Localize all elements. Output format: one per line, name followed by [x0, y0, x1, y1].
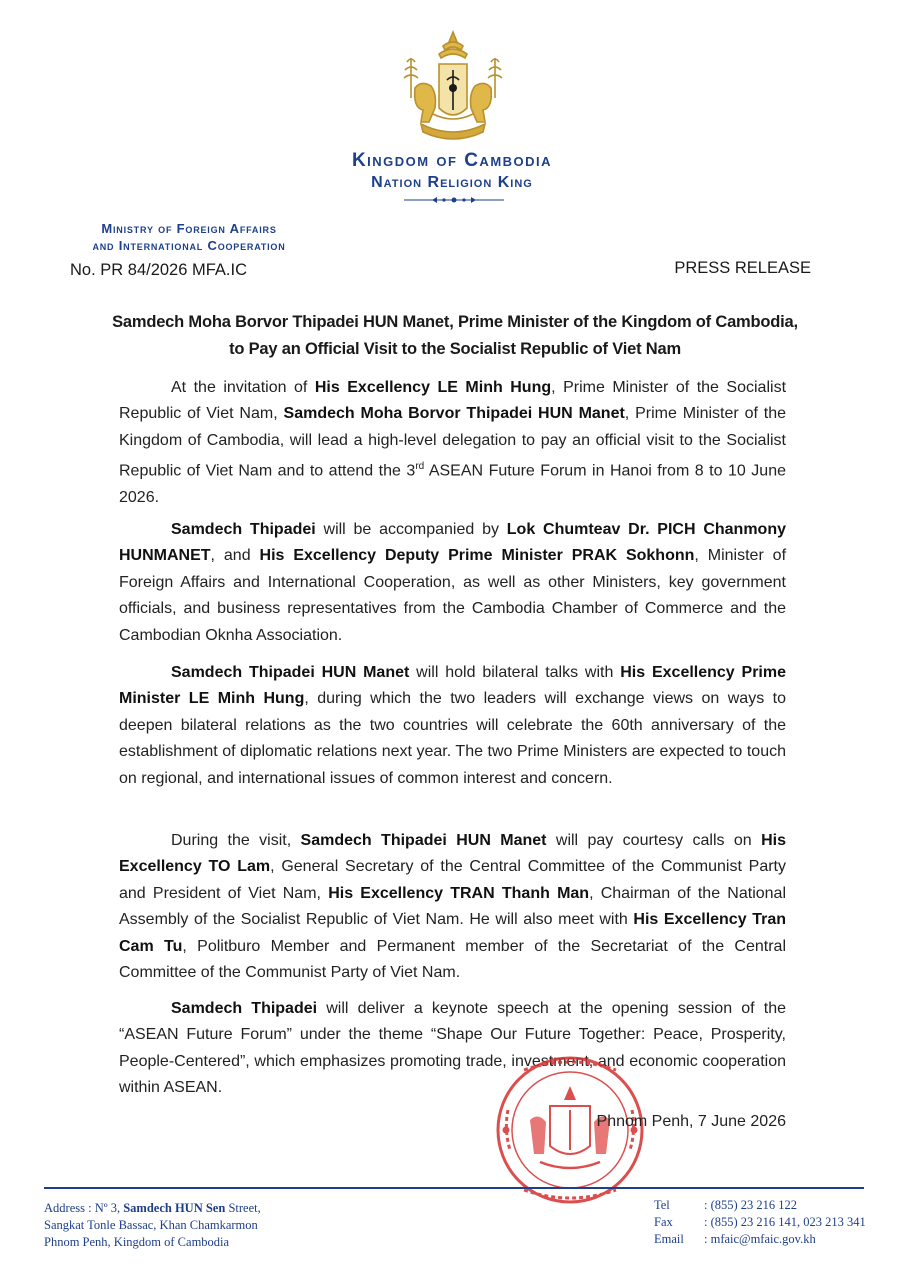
p4-text: , General Secretary of the Central Committee of the Communist Party and President of Viet Nam,	[119, 858, 787, 902]
p3-text: , during which the two leaders will exchange views on ways to deepen bilateral relations as the two countries will celebrate the 60th anniversary of the establishment of diplomatic relations next year. The two Prime Ministers are expected to touch on regional, and international issues of common interest and concern.	[119, 690, 786, 787]
p2-bold: Samdech Thipadei	[171, 521, 316, 538]
tel-label: Tel	[654, 1198, 670, 1212]
footer-divider	[44, 1187, 864, 1189]
p2-text: will be accompanied by	[315, 521, 507, 538]
address-line1	[44, 1200, 261, 1217]
address-street: Samdech HUN Sen	[123, 1201, 226, 1215]
address-prefix: Address : Nº 3,	[44, 1201, 124, 1215]
p1-text: ASEAN Future Forum in Hanoi from 8 to 10 June 2026.	[119, 462, 787, 506]
reference-number: No. PR 84/2026 MFA.IC	[70, 261, 247, 279]
p2-bold: His Excellency Deputy Prime Minister PRAK Sokhonn	[259, 547, 695, 565]
place-date: Phnom Penh, 7 June 2026	[596, 1113, 786, 1130]
p1-text: , Prime Minister of the Socialist Republic of Viet Nam,	[119, 379, 787, 423]
p4-bold: His Excellency TRAN Thanh Man	[328, 884, 590, 902]
p1-bold: His Excellency LE Minh Hung	[314, 379, 552, 396]
p2-text: , Minister of Foreign Affairs and International Cooperation, as well as other Ministers, key government officials, and business representatives from the Cambodia Chamber of Commerce and the Cambodian Oknha Association.	[119, 547, 787, 644]
paragraph-3	[119, 660, 786, 792]
paragraph-2	[119, 517, 786, 649]
p1-superscript: rd	[415, 461, 425, 473]
p4-bold: His Excellency Tran Cam Tu	[119, 911, 786, 955]
p4-text: will pay courtesy calls on	[546, 832, 762, 849]
royal-coat-of-arms-emblem	[391, 28, 515, 146]
tel-value: : (855) 23 216 122	[704, 1198, 798, 1212]
p5-bold: Samdech Thipadei	[171, 1000, 318, 1017]
p2-text: , and	[210, 547, 260, 565]
title-line1: Samdech Moha Borvor Thipadei HUN Manet, Prime Minister of the Kingdom of Cambodia,	[112, 313, 798, 331]
fax-value: : (855) 23 216 141, 023 213 341	[704, 1215, 866, 1229]
paragraph-5	[119, 996, 786, 1102]
address-line2: Sangkat Tonle Bassac, Khan Chamkarmon	[44, 1218, 258, 1232]
paragraph-1	[119, 375, 786, 511]
address-suffix: Street,	[225, 1201, 261, 1215]
ornament-divider	[404, 194, 504, 206]
p3-bold: Samdech Thipadei HUN Manet	[171, 664, 410, 681]
p1-text: At the invitation of	[171, 379, 315, 396]
p4-text: , Politburo Member and Permanent member of the Secretariat of the Central Committee of the Communist Party of Viet Nam.	[119, 937, 787, 982]
p4-bold: Samdech Thipadei HUN Manet	[300, 832, 547, 849]
email-label: Email	[654, 1232, 684, 1246]
press-release-title	[60, 309, 850, 363]
p4-text: , Chairman of the National Assembly of the Socialist Republic of Viet Nam. He will also meet with	[119, 884, 787, 929]
footer-contacts	[654, 1197, 866, 1248]
contact-tel	[654, 1197, 866, 1214]
letterhead-kingdom: Kingdom of Cambodia	[351, 150, 553, 171]
document-type: PRESS RELEASE	[674, 259, 811, 277]
title-line2: to Pay an Official Visit to the Socialist Republic of Viet Nam	[229, 340, 681, 358]
p4-bold: His Excellency TO Lam	[119, 832, 786, 876]
ministry-line2: and International Cooperation	[92, 238, 286, 253]
p4-text: During the visit,	[171, 832, 301, 849]
p1-text: , Prime Minister of the Kingdom of Cambodia, will lead a high-level delegation to pay an official visit to the Socialist Republic of Viet Nam and to attend the 3	[119, 405, 787, 480]
footer-address	[44, 1200, 261, 1251]
p3-bold: His Excellency Prime Minister LE Minh Hung	[119, 664, 787, 708]
letterhead-ministry	[44, 220, 334, 254]
fax-label: Fax	[654, 1215, 673, 1229]
paragraph-4	[119, 828, 786, 986]
contact-fax	[654, 1214, 866, 1231]
contact-email	[654, 1231, 866, 1248]
letterhead-motto: Nation Religion King	[371, 174, 533, 191]
p3-text: will hold bilateral talks with	[409, 664, 621, 681]
p2-bold: Lok Chumteav Dr. PICH Chanmony HUNMANET	[119, 521, 786, 565]
address-line3: Phnom Penh, Kingdom of Cambodia	[44, 1235, 230, 1249]
p5-text: will deliver a keynote speech at the opening session of the “ASEAN Future Forum” under the theme “Shape Our Future Together: Peace, Prosperity, People-Centered”, which emphasizes promoting trade, investment, and economic cooperation within ASEAN.	[119, 1000, 786, 1097]
p1-bold: Samdech Moha Borvor Thipadei HUN Manet	[283, 405, 625, 423]
ministry-line1: Ministry of Foreign Affairs	[101, 221, 277, 236]
email-value[interactable]: : mfaic@mfaic.gov.kh	[704, 1232, 816, 1246]
